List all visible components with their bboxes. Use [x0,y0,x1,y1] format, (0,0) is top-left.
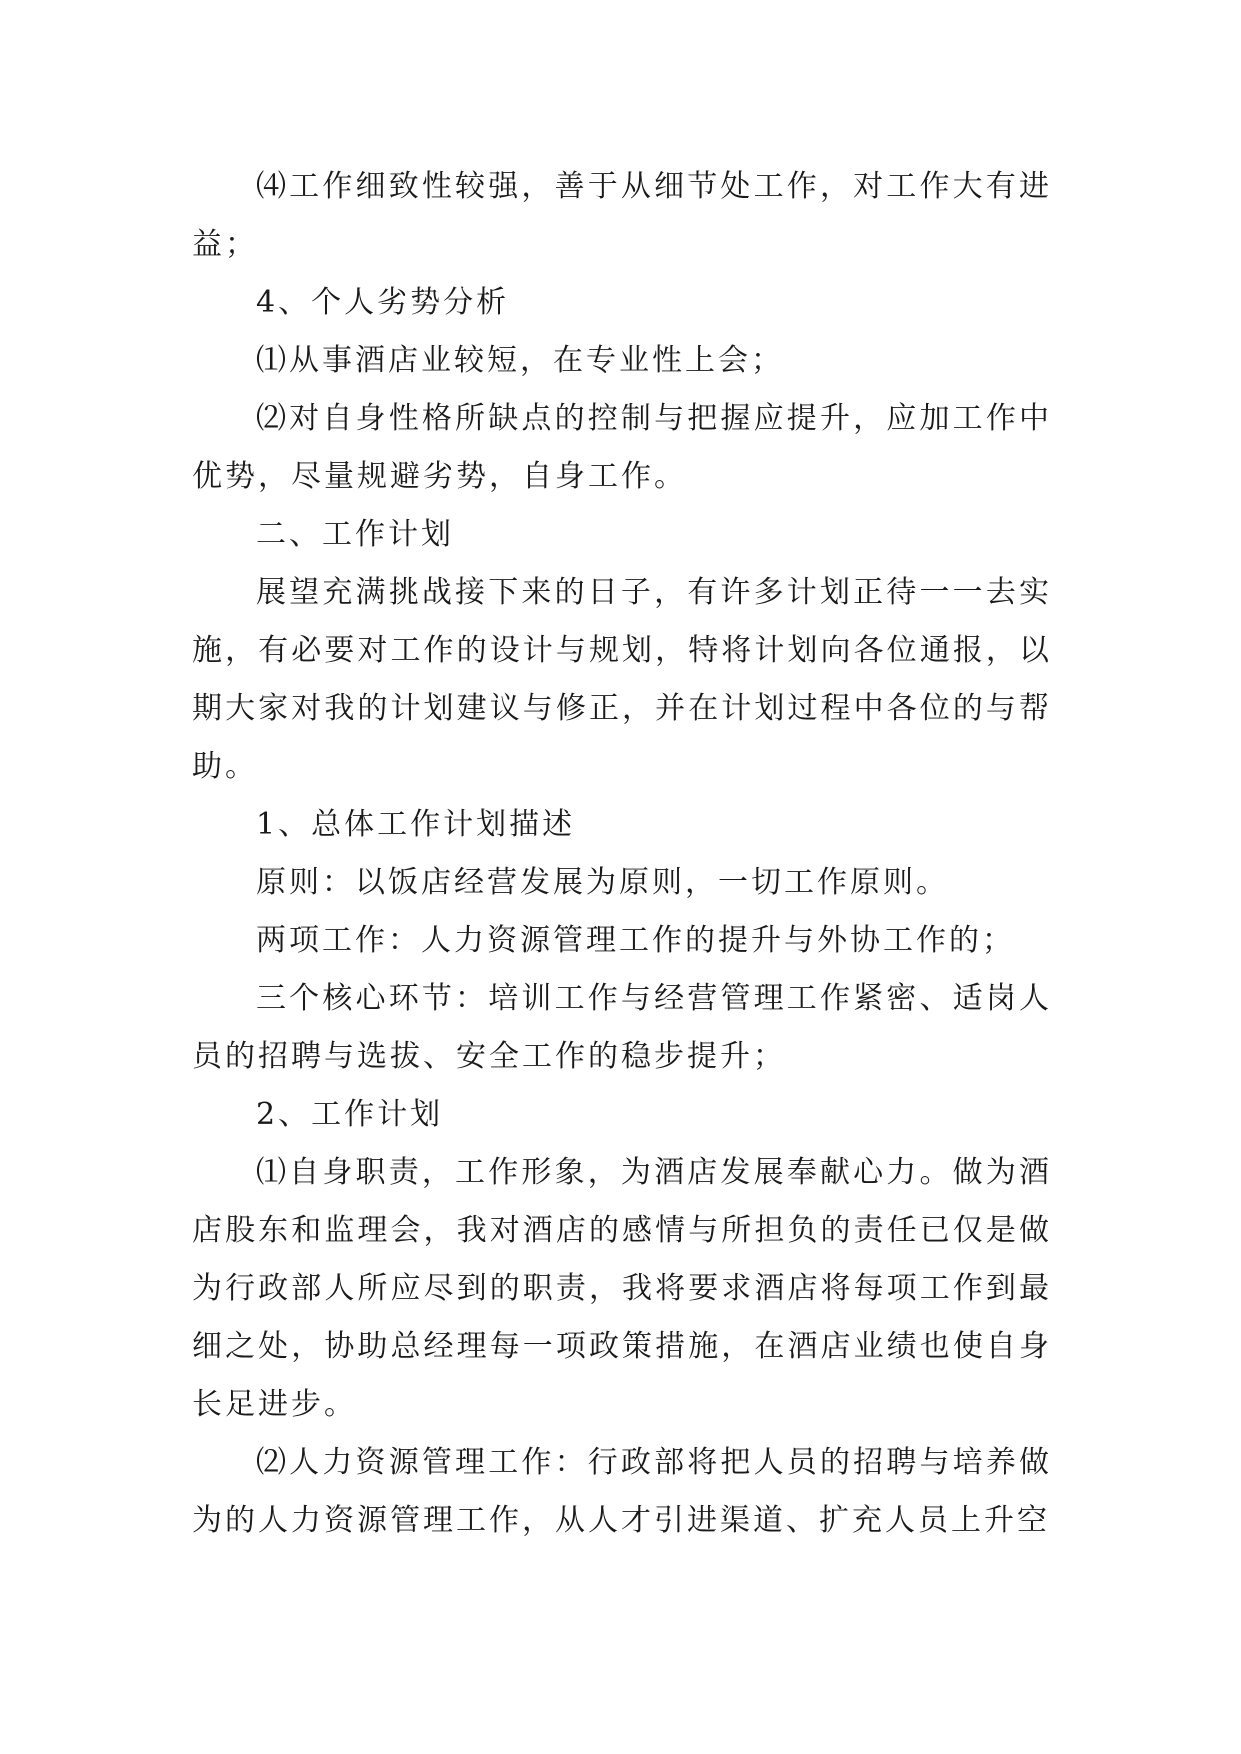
heading-plan-details: 2、工作计划 [256,1097,444,1132]
paragraph-weakness-2: ⑵对自身性格所缺点的控制与把握应提升，应加工作中优势，尽量规避劣势，自身工作。 [192,401,1052,494]
heading-overall-plan: 1、总体工作计划描述 [256,807,576,842]
paragraph-plan-2: ⑵人力资源管理工作：行政部将把人员的招聘与培养做为的人力资源管理工作，从人才引进渠道、扩充人员上升空 [192,1445,1052,1538]
paragraph-plan-1: ⑴自身职责，工作形象，为酒店发展奉献心力。做为酒店股东和监理会，我对酒店的感情与所担负的责任已仅是做为行政部人所应尽到的职责，我将要求酒店将每项工作到最细之处，协助总经理每一项政策措施，在酒店业绩也使自身长足进步。 [192,1155,1052,1422]
paragraph-two-tasks: 两项工作：人力资源管理工作的提升与外协工作的； [256,923,1015,958]
heading-work-plan: 二、工作计划 [256,517,454,552]
document-page [192,158,1052,1550]
paragraph-plan-intro: 展望充满挑战接下来的日子，有许多计划正待一一去实施，有必要对工作的设计与规划，特将计划向各位通报，以期大家对我的计划建议与修正，并在计划过程中各位的与帮助。 [192,575,1052,784]
paragraph-weakness-1: ⑴从事酒店业较短，在专业性上会； [256,343,784,378]
paragraph-principle: 原则：以饭店经营发展为原则，一切工作原则。 [256,865,949,900]
paragraph-strength-4: ⑷工作细致性较强，善于从细节处工作，对工作大有进益； [192,169,1052,262]
paragraph-three-core: 三个核心环节：培训工作与经营管理工作紧密、适岗人员的招聘与选拔、安全工作的稳步提升； [192,981,1052,1074]
heading-weakness-analysis: 4、个人劣势分析 [256,285,510,320]
